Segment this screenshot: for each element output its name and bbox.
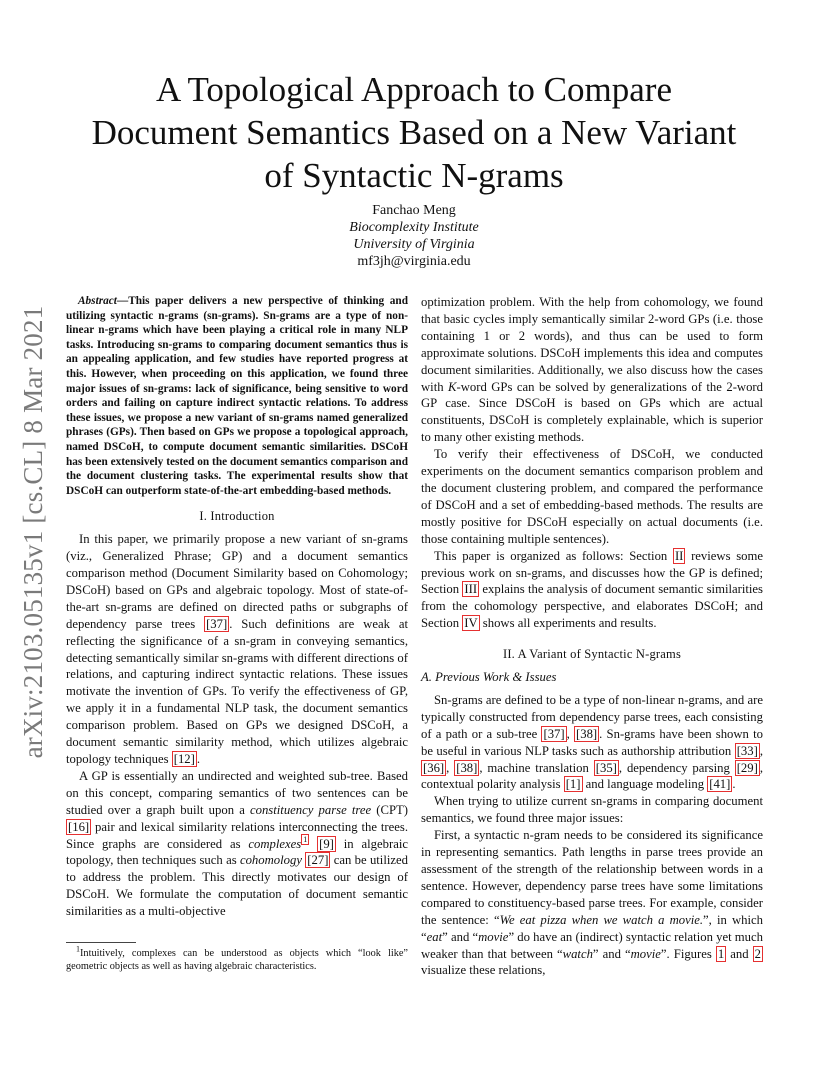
subsection-heading: A. Previous Work & Issues xyxy=(421,670,557,685)
text-run: and xyxy=(726,946,753,961)
intro-paragraph-1 xyxy=(66,531,408,768)
text-run: Sn-grams are defined to be a type of non-linear n-grams, and are typically constructed from dependency parse trees, each consisting of a path or a sub-tree xyxy=(421,692,763,741)
emphasis: movie xyxy=(478,929,509,944)
text-run: This paper is organized as follows: Section xyxy=(434,548,673,563)
footnote xyxy=(66,944,408,973)
text-run: , dependency parsing xyxy=(618,760,735,775)
citation-link[interactable]: [38] xyxy=(456,760,478,775)
citation-link[interactable]: [33] xyxy=(736,743,758,758)
math-variable: K xyxy=(448,379,457,394)
text-run: and language modeling xyxy=(582,777,708,792)
text-run: ”, in which “ xyxy=(421,912,763,944)
figure-link[interactable]: 1 xyxy=(717,946,725,961)
left-column xyxy=(66,294,408,920)
section-title: A Variant of Syntactic N-grams xyxy=(517,647,682,662)
author-block xyxy=(214,202,614,270)
abstract-label: Abstract xyxy=(78,295,117,307)
text-run: pair and lexical similarity relations interconnecting the trees. Since graphs are considered as xyxy=(66,819,408,851)
section-link[interactable]: IV xyxy=(464,616,478,631)
footnote-mark: 1 xyxy=(76,944,80,954)
citation-link[interactable]: [36] xyxy=(423,760,445,775)
citation-link[interactable]: [38] xyxy=(576,726,598,741)
emphasis: watch xyxy=(562,946,593,961)
text-run: . Such definitions are weak at reflecting the significance of a sn-gram in conveying semantics, detecting semantically similar sn-grams with different directions of relations, and capturing indirect syntactic relations. These issues motivate the invention of GPs. To verify the effectiveness of GP, we apply it in a fundamental NLP task, the document semantics comparison problem. Based on GPs we designed DSCoH, a document semantic similarity method, which utilizes algebraic topology techniques xyxy=(66,616,409,766)
text-run: , xyxy=(759,743,763,758)
text-run: visualize these relations, xyxy=(421,963,546,978)
text-run: reviews some previous work on sn-grams, and discusses how the GP is defined; Section xyxy=(421,548,763,597)
text-run: can be utilized to address the problem. This directly motivates our design of DSCoH. We formulate the computation of document semantic similarities as a multi-objective xyxy=(66,853,408,919)
text-run: ” and “ xyxy=(592,946,631,961)
text-run: ” do have an (indirect) syntactic relation yet much weaker than that between “ xyxy=(421,929,763,961)
text-run xyxy=(309,837,317,851)
text-run: -word GPs can be solved by generalizations of the 2-word GP case. Since DSCoH is based on GPs which are actual constituents, DSCoH is completely explainable, which is superior to many other existing methods. xyxy=(421,379,764,445)
right-column xyxy=(421,294,763,979)
text-run: , xyxy=(566,726,575,741)
emphasis: constituency parse tree xyxy=(249,802,372,817)
arxiv-identifier-watermark: arXiv:2103.05135v1 [cs.CL] 8 Mar 2021 xyxy=(18,305,48,759)
footnote-divider xyxy=(66,942,136,943)
citation-link[interactable]: [9] xyxy=(319,836,334,851)
text-run: , machine translation xyxy=(479,760,594,775)
author-affiliation-university: University of Virginia xyxy=(353,237,475,252)
author-email[interactable]: mf3jh@virginia.edu xyxy=(357,254,471,269)
text-run: A GP is essentially an undirected and weighted sub-tree. Based on this concept, comparing semantics of two sentences can be studied over a graph built upon a xyxy=(66,768,408,817)
text-run: , xyxy=(446,760,455,775)
text-run: First, a syntactic n-gram needs to be considered its significance in representing semantics. Path lengths in parse trees provide an assessment of the strength of the relationship between words in a sentence. However, dependency parse trees have some limitations compared to constituency-based parse trees. For example, consider the sentence: “ xyxy=(421,828,763,927)
right-paragraph-3 xyxy=(421,548,763,633)
right-paragraph-1 xyxy=(421,294,763,446)
author-name: Fanchao Meng xyxy=(372,203,456,218)
section-heading-variant xyxy=(421,646,763,663)
text-run: shows all experiments and results. xyxy=(479,616,657,631)
example-sentence: We eat pizza when we watch a movie. xyxy=(499,912,704,927)
text-run: . xyxy=(196,752,201,766)
text-run: (CPT) xyxy=(371,802,409,817)
text-run: ” and “ xyxy=(442,929,479,944)
section-link[interactable]: II xyxy=(674,548,684,563)
intro-paragraph-2 xyxy=(66,768,408,920)
paper-title: A Topological Approach to Compare Document Semantics Based on a New Variant of Syntactic N-grams xyxy=(91,70,737,195)
citation-link[interactable]: [29] xyxy=(736,760,758,775)
right-paragraph-6 xyxy=(421,827,763,979)
text-run: . Sn-grams have been shown to be useful in various NLP tasks such as authorship attribution xyxy=(421,726,763,758)
right-paragraph-2: To verify their effectiveness of DSCoH, we conducted experiments on the document semantics comparison problem and the document clustering problem, and compared the performance of DSCoH and a set of embedding-based methods. The results are mostly positive for DSCoH especially on actual documents (i.e. those containing multiple sentences). xyxy=(421,447,763,546)
emphasis: eat xyxy=(426,929,443,944)
section-number: I. xyxy=(199,509,208,524)
footnote-text: Intuitively, complexes can be understood as objects which “look like” geometric objects as well as having algebraic characteristics. xyxy=(66,948,408,972)
citation-link[interactable]: [35] xyxy=(595,760,617,775)
citation-link[interactable]: [16] xyxy=(68,819,90,834)
text-run: ”. Figures xyxy=(660,946,716,961)
right-paragraph-4 xyxy=(421,692,763,793)
text-run: . xyxy=(732,777,736,792)
abstract xyxy=(66,294,408,498)
figure-link[interactable]: 2 xyxy=(754,946,761,961)
text-run: optimization problem. With the help from cohomology, we found that basic cycles imply semantically similar 2-word GPs (i.e. those containing 1 or 2 words), and thus can be used to form approximate solutions. DSCoH implements this idea and computes document similarities. Additionally, we also discuss how the cases with xyxy=(421,295,763,394)
citation-link[interactable]: [37] xyxy=(543,726,565,741)
section-heading-introduction xyxy=(66,508,408,525)
abstract-text: This paper delivers a new perspective of thinking and utilizing syntactic n-grams (sn-grams). Sn-grams are a type of non-linear n-grams which have been playing a critical role in many NLP tasks. Introducing sn-grams to comparing document semantics thus is an appealing application, and few studies have reported progress at this. However, when proceeding on this application, we found three major issues of sn-grams: lack of significance, being sensitive to word orders and failing on capture indirect syntactic relations. To address these issues, we propose a new variant of sn-grams named generalized phrases (GPs). Then based on GPs we propose a topological approach, named DSCoH, to compute document semantic similarities. DSCoH has been extensively tested on the document semantics comparison and the document clustering tasks. The experimental results show that DSCoH can outperform state-of-the-art embedding-based methods. xyxy=(66,295,408,497)
citation-link[interactable]: [41] xyxy=(709,777,731,792)
section-title: Introduction xyxy=(210,509,275,524)
text-run: , contextual polarity analysis xyxy=(421,760,763,792)
text-run: explains the analysis of document semantic similarities from the cohomology perspective, and elaborates DSCoH; and Section xyxy=(421,582,763,631)
section-link[interactable]: III xyxy=(464,582,478,597)
citation-link[interactable]: [12] xyxy=(173,752,195,766)
emphasis: cohomology xyxy=(239,853,302,868)
text-run: In this paper, we primarily propose a new variant of sn-grams (viz., Generalized Phrase; GP) and a document semantics comparison method (Document Similarity based on Cohomology; DSCoH) based on GPs and algebraic topology. Most of state-of-the-art sn-grams are defined on directed paths or subgraphs of dependency parse trees xyxy=(66,532,408,631)
right-paragraph-5: When trying to utilize current sn-grams in comparing document semantics, we found three major issues: xyxy=(421,794,763,826)
footnote-marker-link[interactable]: 1 xyxy=(303,835,308,845)
author-affiliation-institute: Biocomplexity Institute xyxy=(349,220,479,235)
emphasis: complexes xyxy=(248,836,302,851)
text-run: in algebraic topology, then techniques such as xyxy=(66,836,409,868)
abstract-dash: — xyxy=(116,295,129,307)
citation-link[interactable]: [27] xyxy=(307,853,329,868)
emphasis: movie xyxy=(630,946,661,961)
citation-link[interactable]: [37] xyxy=(206,616,228,631)
citation-link[interactable]: [1] xyxy=(565,777,581,792)
section-number: II. xyxy=(502,647,516,662)
